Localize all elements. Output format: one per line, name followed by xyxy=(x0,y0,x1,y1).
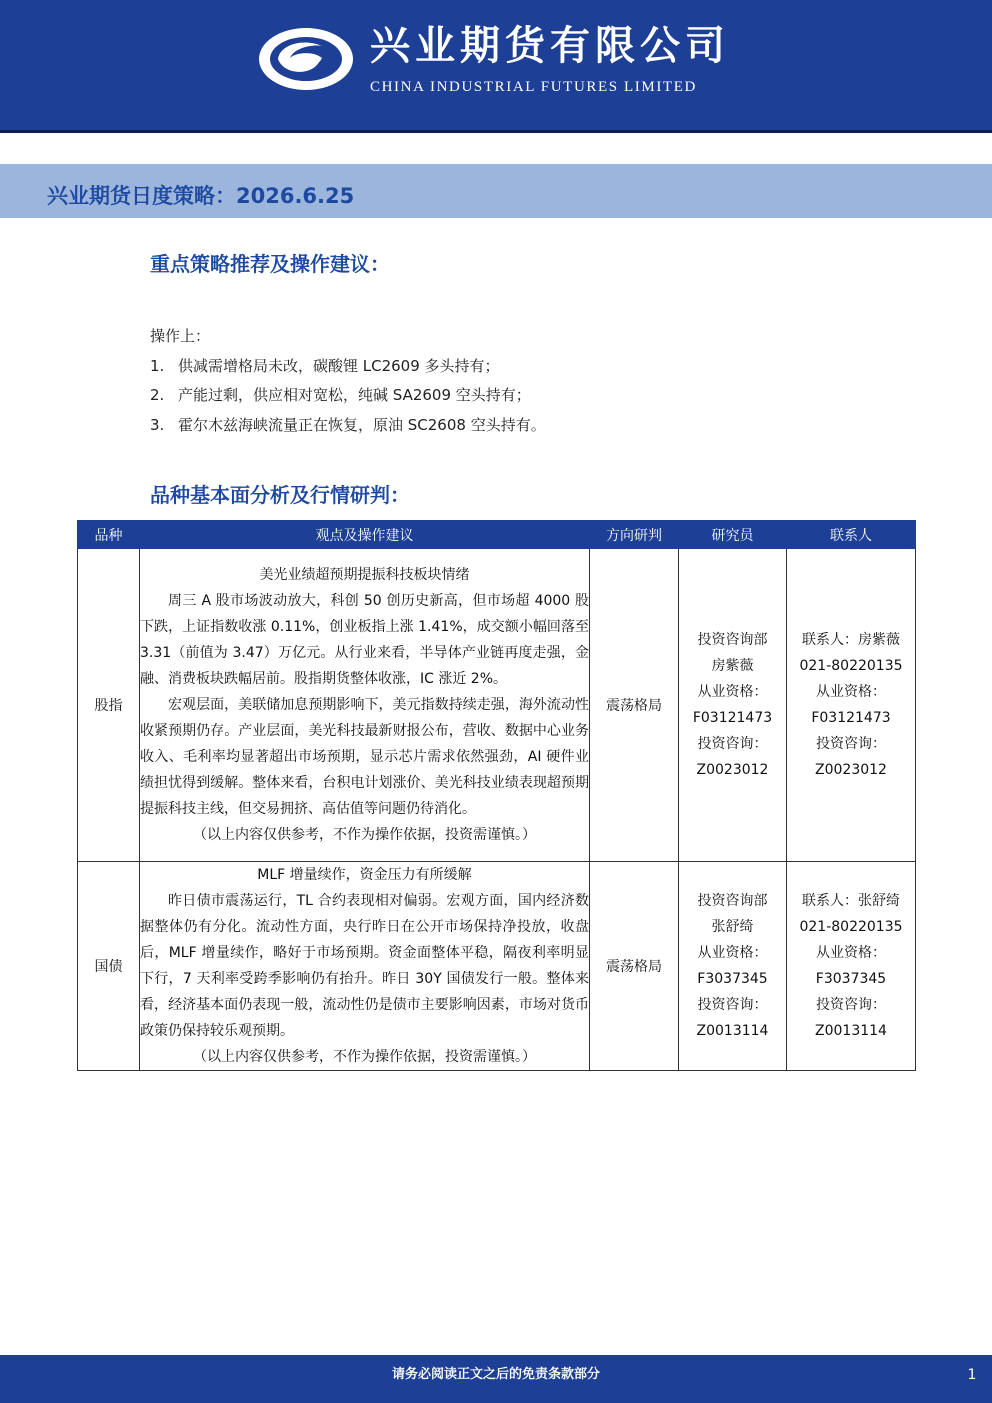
company-name-cn: 兴业期货有限公司 xyxy=(370,22,730,69)
researcher-line: 投资咨询： xyxy=(697,997,768,1013)
view-paragraph: 周三 A 股市场波动放大，科创 50 创历史新高，但市场超 4000 股下跌，上证指数收涨 0.11%，创业板指上涨 1.41%，成交额小幅回落至 3.31（前值为 3.47）万亿元。从行业来看，半导体产业链再度走强，金融、消费板块跌幅居前。股指期货整体收涨，IC 涨近 2%。 xyxy=(140,593,589,687)
researcher-line: 投资咨询： xyxy=(697,736,768,752)
contact-line: 从业资格： xyxy=(816,945,886,961)
disclaimer-note: （以上内容仅供参考，不作为操作依据，投资需谨慎。） xyxy=(193,1049,536,1065)
column-header-view: 观点及操作建议 xyxy=(140,521,590,549)
variety-cell: 国债 xyxy=(78,862,140,1071)
researcher-cell xyxy=(679,549,787,862)
contact-cell xyxy=(787,549,916,862)
view-paragraph: 宏观层面，美联储加息预期影响下，美元指数持续走强，海外流动性收紧预期仍存。产业层面，美光科技最新财报公布，营收、数据中心业务收入、毛利率均显著超出市场预期，显示芯片需求依然强劲，AI 硬件业绩担忧得到缓解。整体来看，台积电计划涨价、美光科技业绩表现超预期提振科技主线，但交易拥挤、高估值等问题仍待消化。 xyxy=(140,697,589,817)
section-heading-analysis: 品种基本面分析及行情研判： xyxy=(150,483,410,507)
view-cell xyxy=(140,549,590,862)
researcher-line: 张舒绮 xyxy=(711,919,754,935)
direction-cell: 震荡格局 xyxy=(590,549,679,862)
table-row xyxy=(78,549,916,862)
contact-line: 联系人：房紫薇 xyxy=(802,632,900,648)
table-row xyxy=(78,862,916,1071)
contact-line: Z0013114 xyxy=(815,1023,887,1039)
analysis-table xyxy=(77,520,916,1071)
operation-item xyxy=(150,381,850,411)
operation-item-text: 供减需增格局未改，碳酸锂 LC2609 多头持有； xyxy=(178,356,500,375)
company-name-en: CHINA INDUSTRIAL FUTURES LIMITED xyxy=(370,79,697,95)
column-header-researcher: 研究员 xyxy=(679,521,787,549)
contact-line: 投资咨询： xyxy=(816,736,886,752)
researcher-cell xyxy=(679,862,787,1071)
column-header-direction: 方向研判 xyxy=(590,521,679,549)
column-header-variety: 品种 xyxy=(78,521,140,549)
researcher-line: 投资咨询部 xyxy=(697,632,768,648)
document-title: 兴业期货日度策略：2026.6.25 xyxy=(47,184,355,208)
disclaimer-note: （以上内容仅供参考，不作为操作依据，投资需谨慎。） xyxy=(193,827,536,843)
view-title: 美光业绩超预期提振科技板块情绪 xyxy=(259,567,470,583)
operation-item-number: 3. xyxy=(150,415,165,434)
operation-item-number: 2. xyxy=(150,386,165,404)
view-cell xyxy=(140,862,590,1071)
operations-list xyxy=(150,322,850,440)
direction-cell: 震荡格局 xyxy=(590,862,679,1071)
operation-item xyxy=(150,352,850,382)
contact-line: Z0023012 xyxy=(815,762,887,778)
researcher-line: Z0013114 xyxy=(696,1023,769,1039)
researcher-line: 从业资格： xyxy=(697,684,768,700)
operations-intro: 操作上： xyxy=(150,327,211,345)
contact-line: 021-80220135 xyxy=(799,658,903,674)
researcher-line: 房紫薇 xyxy=(711,658,754,674)
contact-line: 投资咨询： xyxy=(816,997,886,1013)
table-header-row xyxy=(78,521,916,549)
researcher-line: F3037345 xyxy=(697,971,768,987)
footer-disclaimer: 请务必阅读正文之后的免责条款部分 xyxy=(391,1367,600,1382)
operation-item-number: 1. xyxy=(150,356,165,375)
contact-line: F03121473 xyxy=(811,710,891,726)
header-rule xyxy=(0,130,992,133)
contact-line: 021-80220135 xyxy=(799,919,903,935)
view-title: MLF 增量续作，资金压力有所缓解 xyxy=(257,867,472,883)
section-heading-strategy: 重点策略推荐及操作建议： xyxy=(150,252,390,276)
column-header-contact: 联系人 xyxy=(787,521,916,549)
operation-item xyxy=(150,411,850,441)
researcher-line: 投资咨询部 xyxy=(697,893,768,909)
view-paragraph: 昨日债市震荡运行，TL 合约表现相对偏弱。宏观方面，国内经济数据整体仍有分化。流动性方面，央行昨日在公开市场保持净投放，收盘后，MLF 增量续作，略好于市场预期。资金面整体平稳，隔夜利率明显下行，7 天利率受跨季影响仍有抬升。昨日 30Y 国债发行一般。整体来看，经济基本面仍表现一般，流动性仍是债市主要影响因素，市场对货币政策仍保持较乐观预期。 xyxy=(140,893,589,1039)
operation-item-text: 产能过剩，供应相对宽松，纯碱 SA2609 空头持有； xyxy=(178,386,531,404)
company-logo-icon xyxy=(256,26,356,92)
page-number: 1 xyxy=(967,1367,977,1383)
contact-line: F3037345 xyxy=(815,971,887,987)
operation-item-text: 霍尔木兹海峡流量正在恢复，原油 SC2608 空头持有。 xyxy=(178,415,546,434)
contact-line: 联系人：张舒绮 xyxy=(802,893,900,909)
contact-line: 从业资格： xyxy=(816,684,886,700)
researcher-line: Z0023012 xyxy=(696,762,769,778)
researcher-line: 从业资格： xyxy=(697,945,768,961)
contact-cell xyxy=(787,862,916,1071)
variety-cell: 股指 xyxy=(78,549,140,862)
researcher-line: F03121473 xyxy=(692,710,773,726)
